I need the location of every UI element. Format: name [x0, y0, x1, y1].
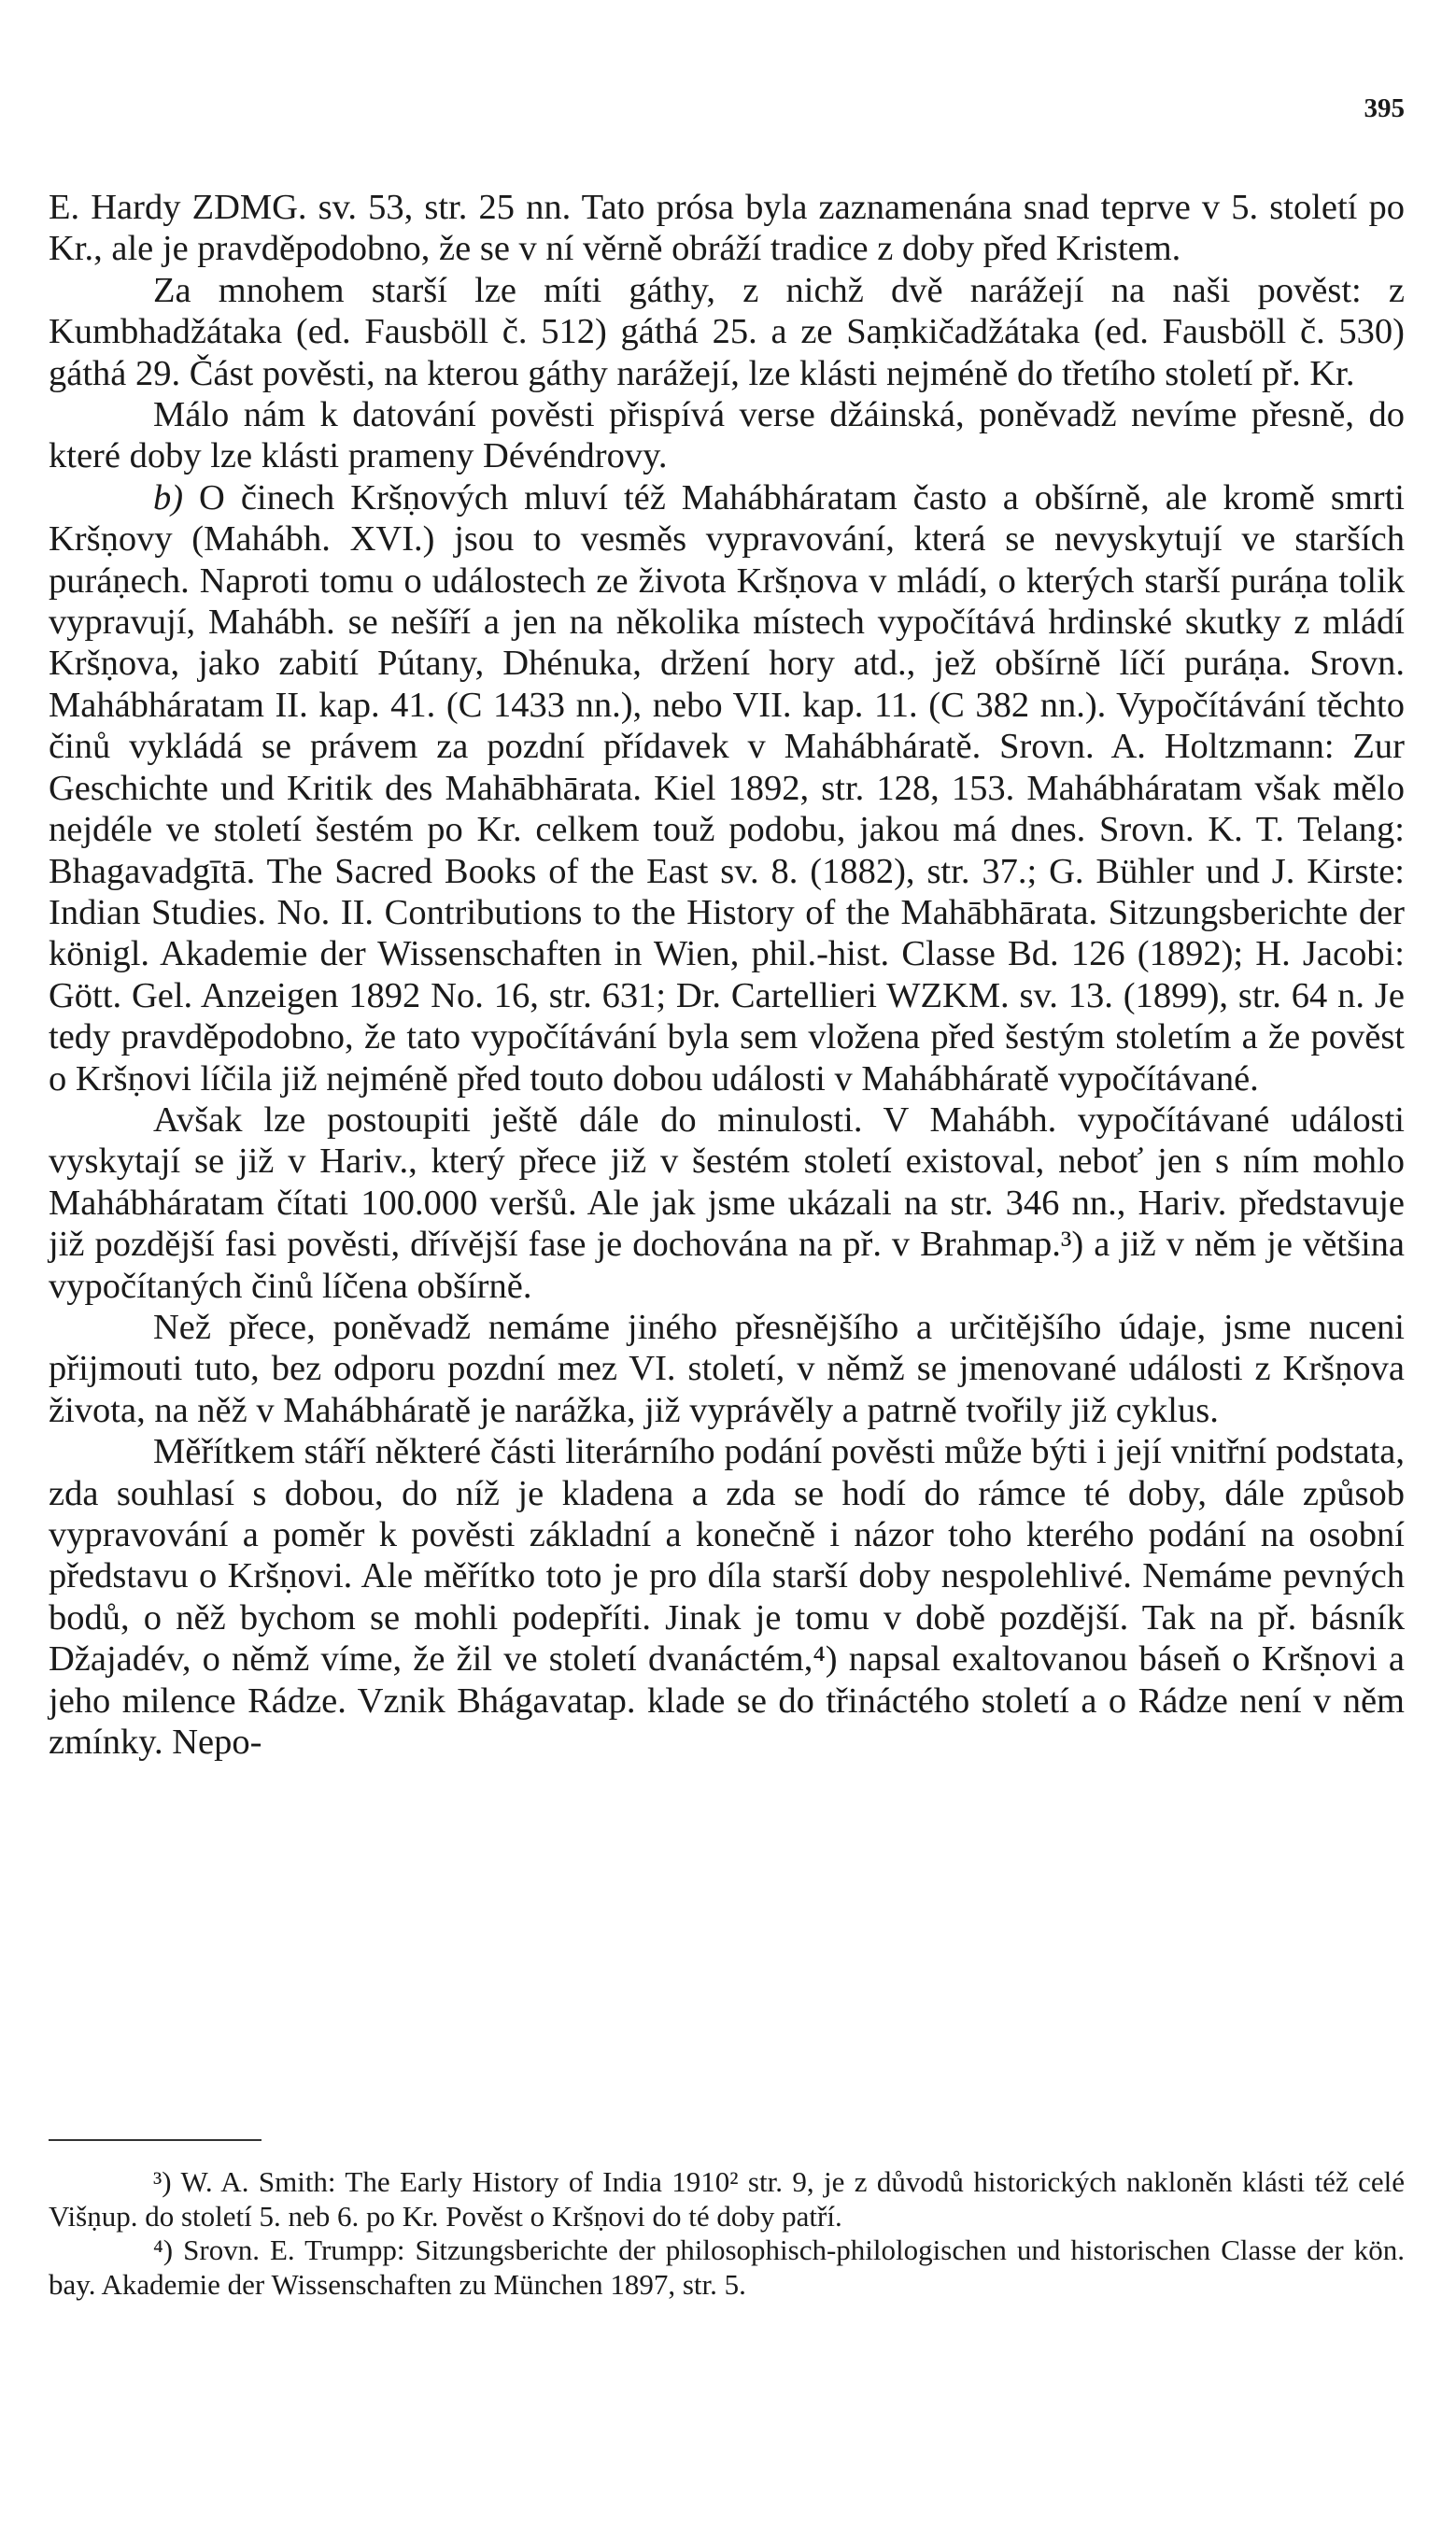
paragraph-text: Než přece, poněvadž nemáme jiného přesnějšího a určitějšího údaje, jsme nuceni přijmouti tuto, bez odporu pozdní mez VI. století, v němž se jmenované události z Kršṇova života, na něž v Mahábháratě je narážka, již vyprávěly a patrně tvořily již cyklus.	[49, 1307, 1405, 1430]
paragraph	[49, 1099, 1405, 1307]
paragraph	[49, 270, 1405, 394]
paragraph	[49, 187, 1405, 270]
paragraph	[49, 394, 1405, 477]
paragraph-text: Za mnohem starší lze míti gáthy, z nichž dvě narážejí na naši pověst: z Kumbhadžátaka (ed. Fausböll č. 512) gáthá 25. a ze Saṃkičadžátaka (ed. Fausböll č. 530) gáthá 29. Část pověsti, na kterou gáthy narážejí, lze klásti nejméně do třetího století př. Kr.	[49, 270, 1405, 393]
paragraph-text: Málo nám k datování pověsti přispívá verse džáinská, poněvadž nevíme přesně, do které doby lze klásti prameny Dévéndrovy.	[49, 395, 1405, 476]
paragraph-text: Měřítkem stáří některé části literárního podání pověsti může býti i její vnitřní podstata, zda souhlasí s dobou, do níž je kladena a zda se hodí do rámce té doby, dále způsob vypravování a poměr k pověsti základní a konečně i názor toho kterého podání na osobní představu o Kršṇovi. Ale měřítko toto je pro díla starší doby nespolehlivé. Nemáme pevných bodů, o něž bychom se mohli podepříti. Jinak je tomu v době pozdější. Tak na př. básník Džajadév, o němž víme, že žil ve století dvanáctém,⁴) napsal exaltovanou báseň o Kršṇovi a jeho milence Rádze. Vznik Bhágavatap. klade se do třináctého století a o Rádze není v něm zmínky. Nepo-	[49, 1432, 1405, 1763]
footnotes	[49, 2165, 1405, 2302]
footnote	[49, 2233, 1405, 2302]
paragraph-text: Avšak lze postoupiti ještě dále do minulosti. V Mahábh. vypočítávané události vyskytají se již v Hariv., který přece již v šestém století existoval, neboť jen s ním mohlo Mahábháratam čítati 100.000 veršů. Ale jak jsme ukázali na str. 346 nn., Hariv. představuje již pozdější fasi pověsti, dřívější fase je dochována na př. v Brahmap.³) a již v něm je většina vypočítaných činů líčena obšírně.	[49, 1099, 1405, 1306]
page-number: 395	[1364, 93, 1405, 123]
footnote	[49, 2165, 1405, 2233]
section-marker: b)	[153, 477, 184, 518]
footnote-divider	[49, 2139, 262, 2141]
paragraph	[49, 1307, 1405, 1431]
paragraph-text: E. Hardy ZDMG. sv. 53, str. 25 nn. Tato prósa byla zaznamenána snad teprve v 5. století po Kr., ale je pravděpodobno, že se v ní věrně obráží tradice z doby před Kristem.	[49, 188, 1405, 269]
paragraph	[49, 1431, 1405, 1763]
footnote-text: ⁴) Srovn. E. Trumpp: Sitzungsberichte der philosophisch-philologischen und historischen Classe der kön. bay. Akademie der Wissenschaften zu München 1897, str. 5.	[49, 2233, 1405, 2301]
paragraph	[49, 477, 1405, 1099]
body-text	[49, 187, 1405, 1763]
footnote-text: ³) W. A. Smith: The Early History of India 1910² str. 9, je z důvodů historických nakloněn klásti též celé Višṇup. do století 5. neb 6. po Kr. Pověst o Kršṇovi do té doby patří.	[49, 2165, 1405, 2233]
paragraph-text: O činech Kršṇových mluví též Mahábháratam často a obšírně, ale kromě smrti Kršṇovy (Mahábh. XVI.) jsou to vesměs vypravování, která se nevyskytují ve starších puráṇech. Naproti tomu o událostech ze života Kršṇova v mládí, o kterých starší puráṇa tolik vypravují, Mahábh. se nešíří a jen na několika místech vypočítává hrdinské skutky z mládí Kršṇova, jako zabití Pútany, Dhénuka, držení hory atd., jež obšírně líčí puráṇa. Srovn. Mahábháratam II. kap. 41. (C 1433 nn.), nebo VII. kap. 11. (C 382 nn.). Vypočítávání těchto činů vykládá se právem za pozdní přídavek v Mahábháratě. Srovn. A. Holtzmann: Zur Geschichte und Kritik des Mahābhārata. Kiel 1892, str. 128, 153. Mahábháratam však mělo nejdéle ve století šestém po Kr. celkem touž podobu, jakou má dnes. Srovn. K. T. Telang: Bhagavadgītā. The Sacred Books of the East sv. 8. (1882), str. 37.; G. Bühler und J. Kirste: Indian Studies. No. II. Contributions to the History of the Mahābhārata. Sitzungsberichte der königl. Akademie der Wissenschaften in Wien, phil.-hist. Classe Bd. 126 (1892); H. Jacobi: Gött. Gel. Anzeigen 1892 No. 16, str. 631; Dr. Cartellieri WZKM. sv. 13. (1899), str. 64 n. Je tedy pravděpodobno, že tato vypočítávání byla sem vložena před šestým stoletím a že pověst o Kršṇovi líčila již nejméně před touto dobou události v Mahábháratě vypočítávané.	[49, 477, 1405, 1099]
